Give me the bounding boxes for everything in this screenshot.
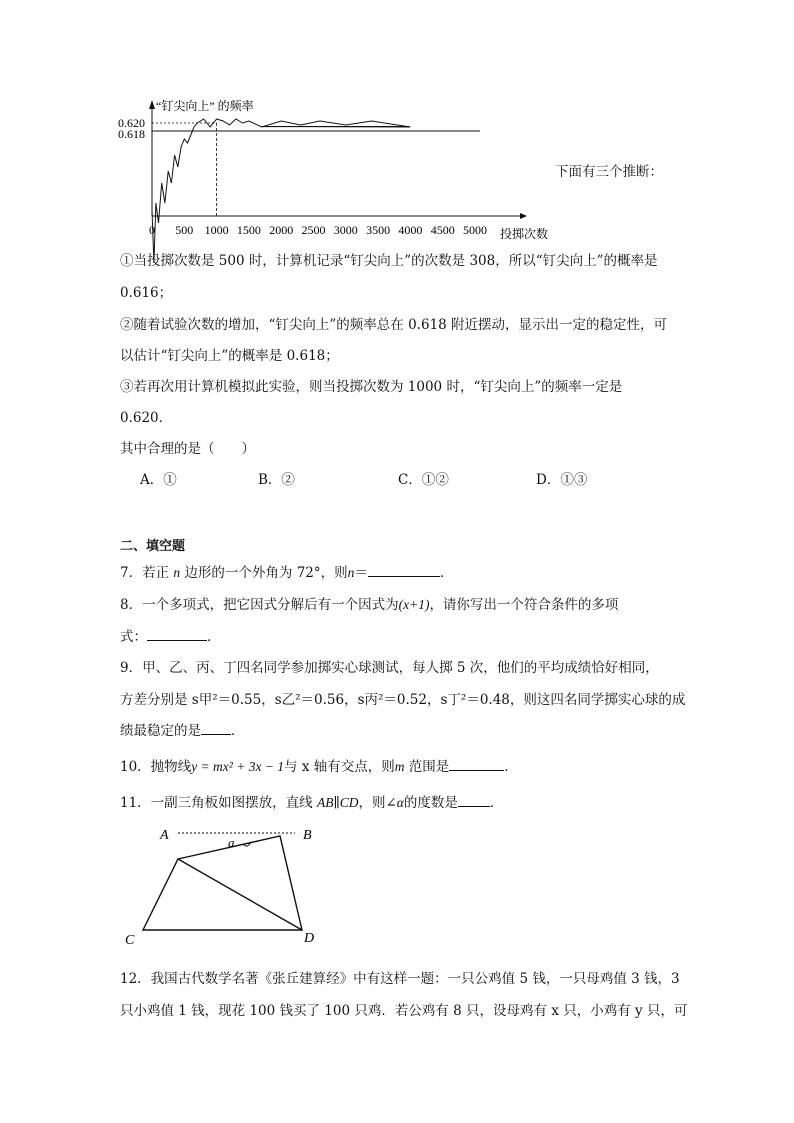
section-title: 二、填空题: [120, 539, 186, 554]
answer-blank-9[interactable]: [201, 722, 231, 735]
x-tick-4500: 4500: [430, 223, 455, 237]
option-a[interactable]: A．①: [140, 472, 177, 488]
x-tick-2500: 2500: [301, 223, 326, 237]
x-tick-3000: 3000: [333, 223, 358, 237]
x-tick-500: 500: [175, 223, 194, 237]
statement-1a: ①当投掷次数是 500 时，计算机记录“钉尖向上”的次数是 308，所以“钉尖向上”的概率是: [120, 253, 658, 269]
label-alpha: a: [228, 835, 235, 850]
diagonal-ad: [178, 859, 302, 930]
option-d[interactable]: D．①③: [536, 472, 588, 488]
question-9b: 方差分别是 s甲²＝0.55，s乙²＝0.56，s丙²＝0.52，s丁²＝0.48，则这四名同学掷实心球的成: [120, 692, 686, 708]
y-axis-title: “钉尖向上” 的频率: [156, 99, 254, 113]
statement-3b: 0.620．: [120, 410, 173, 426]
statement-2b: 以估计“钉尖向上”的概率是 0.618；: [120, 348, 339, 364]
question-9c: 绩最稳定的是 ．: [120, 723, 245, 739]
series-frequency-line: [152, 119, 410, 263]
question-8a: 8．一个多项式，把它因式分解后有一个因式为(x+1)，请你写出一个符合条件的多项: [120, 597, 619, 613]
answer-blank-7[interactable]: [368, 564, 440, 577]
label-D: D: [304, 931, 315, 946]
question-ask: 其中合理的是（ ）: [120, 441, 255, 457]
x-tick-1500: 1500: [236, 223, 261, 237]
question-7: 7．若正 n 边形的一个外角为 72°，则n＝ ．: [120, 565, 454, 581]
label-B: B: [303, 828, 312, 843]
answer-blank-11[interactable]: [458, 794, 490, 807]
x-tick-2000: 2000: [269, 223, 294, 237]
y-axis-arrow: [149, 100, 155, 109]
statement-1b: 0.616；: [120, 285, 173, 301]
y-tick-0620: 0.620: [118, 116, 145, 130]
question-11: 11．一副三角板如图摆放，直线 AB∥CD，则∠α的度数是 ．: [120, 795, 504, 811]
option-c[interactable]: C．①②: [398, 472, 449, 488]
question-8b: 式： ．: [120, 629, 221, 645]
x-tick-1000: 1000: [204, 223, 229, 237]
label-A: A: [160, 828, 169, 843]
question-10: 10．抛物线y = mx² + 3x − 1与 x 轴有交点，则m 范围是 ．: [120, 759, 518, 775]
x-tick-0: 0: [149, 223, 155, 237]
triangle-figure: [115, 822, 355, 952]
statement-3a: ③若再次用计算机模拟此实验，则当投掷次数为 1000 时，“钉尖向上”的频率一定是: [120, 379, 623, 395]
answer-blank-8[interactable]: [147, 628, 207, 641]
y-tick-0618: 0.618: [118, 127, 145, 141]
question-12a: 12．我国古代数学名著《张丘建算经》中有这样一题：一只公鸡值 5 钱，一只母鸡值 3 钱，3: [120, 971, 680, 987]
option-b[interactable]: B．②: [258, 472, 295, 488]
x-axis-arrow: [520, 213, 527, 219]
x-tick-5000: 5000: [463, 223, 487, 237]
x-tick-4000: 4000: [398, 223, 423, 237]
x-axis-title: 投掷次数: [500, 227, 549, 241]
question-12b: 只小鸡值 1 钱，现花 100 钱买了 100 只鸡．若公鸡有 8 只，设母鸡有 x 只，小鸡有 y 只，可: [120, 1003, 688, 1019]
answer-blank-10[interactable]: [449, 758, 504, 771]
side-note: 下面有三个推断：: [555, 164, 663, 180]
label-C: C: [125, 933, 135, 948]
statement-2a: ②随着试验次数的增加，“钉尖向上”的频率总在 0.618 附近摆动，显示出一定的稳定性，可: [120, 317, 668, 333]
question-9a: 9．甲、乙、丙、丁四名同学参加掷实心球测试，每人掷 5 次，他们的平均成绩恰好相同，: [120, 660, 659, 676]
x-tick-3500: 3500: [366, 223, 391, 237]
